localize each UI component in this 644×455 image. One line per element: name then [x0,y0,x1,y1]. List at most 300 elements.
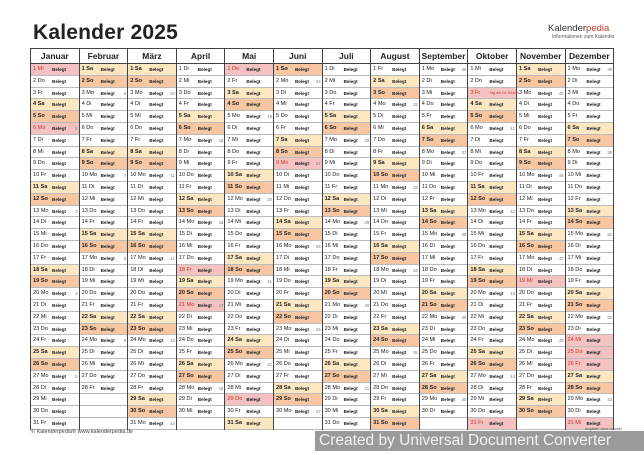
day-cell[interactable] [371,147,419,159]
day-cell[interactable] [177,147,225,159]
day-cell[interactable] [566,394,614,406]
day-cell[interactable] [31,265,79,277]
day-cell[interactable] [31,64,79,76]
day-cell[interactable] [323,394,371,406]
day-cell[interactable] [517,206,565,218]
day-cell[interactable] [274,229,322,241]
day-cell[interactable] [274,394,322,406]
day-cell[interactable] [177,88,225,100]
day-cell[interactable] [225,312,273,324]
day-cell[interactable] [225,182,273,194]
day-cell[interactable] [371,371,419,383]
day-cell[interactable] [225,324,273,336]
day-cell[interactable] [80,347,128,359]
day-cell[interactable] [517,276,565,288]
day-cell[interactable] [323,241,371,253]
day-cell[interactable] [371,324,419,336]
day-cell[interactable] [274,253,322,265]
day-cell[interactable] [323,288,371,300]
day-cell[interactable] [468,418,516,430]
day-cell[interactable] [371,76,419,88]
day-cell[interactable] [80,111,128,123]
day-cell[interactable] [177,135,225,147]
day-cell[interactable] [371,111,419,123]
day-cell[interactable] [371,241,419,253]
day-cell[interactable] [128,394,176,406]
day-cell[interactable] [225,194,273,206]
day-cell[interactable] [420,276,468,288]
day-cell[interactable] [177,371,225,383]
day-cell[interactable] [323,206,371,218]
day-cell[interactable] [80,170,128,182]
day-cell[interactable] [566,371,614,383]
day-cell[interactable] [468,276,516,288]
day-cell[interactable] [323,76,371,88]
day-cell[interactable] [420,135,468,147]
day-cell[interactable] [128,135,176,147]
day-cell[interactable] [128,170,176,182]
day-cell[interactable] [468,383,516,395]
day-cell[interactable] [323,217,371,229]
brand-logo[interactable] [548,23,609,34]
day-cell[interactable] [566,324,614,336]
day-cell[interactable] [371,394,419,406]
day-cell[interactable] [323,253,371,265]
day-cell[interactable] [31,76,79,88]
day-cell[interactable] [468,265,516,277]
day-cell[interactable] [177,76,225,88]
day-cell[interactable] [225,265,273,277]
day-cell[interactable] [517,300,565,312]
day-cell[interactable] [371,383,419,395]
day-cell[interactable] [80,288,128,300]
day-cell[interactable] [177,383,225,395]
day-cell[interactable] [323,229,371,241]
day-cell[interactable] [31,147,79,159]
day-cell[interactable] [274,123,322,135]
day-cell[interactable] [274,206,322,218]
day-cell[interactable] [517,88,565,100]
day-cell[interactable] [225,170,273,182]
day-cell[interactable] [420,312,468,324]
day-cell[interactable] [323,170,371,182]
day-cell[interactable] [517,170,565,182]
day-cell[interactable] [31,394,79,406]
day-cell[interactable] [177,300,225,312]
day-cell[interactable] [177,253,225,265]
day-cell[interactable] [420,147,468,159]
day-cell[interactable] [566,158,614,170]
day-cell[interactable] [274,217,322,229]
day-cell[interactable] [80,312,128,324]
day-cell[interactable] [566,253,614,265]
day-cell[interactable] [225,241,273,253]
day-cell[interactable] [80,383,128,395]
day-cell[interactable] [31,253,79,265]
day-cell[interactable] [371,359,419,371]
day-cell[interactable] [128,265,176,277]
day-cell[interactable] [225,359,273,371]
day-cell[interactable] [371,158,419,170]
day-cell[interactable] [517,229,565,241]
day-cell[interactable] [468,64,516,76]
day-cell[interactable] [128,217,176,229]
day-cell[interactable] [371,123,419,135]
day-cell[interactable] [323,158,371,170]
day-cell[interactable] [566,76,614,88]
day-cell[interactable] [128,111,176,123]
day-cell[interactable] [420,371,468,383]
day-cell[interactable] [323,324,371,336]
day-cell[interactable] [225,229,273,241]
day-cell[interactable] [31,276,79,288]
day-cell[interactable] [371,229,419,241]
day-cell[interactable] [420,158,468,170]
day-cell[interactable] [566,135,614,147]
day-cell[interactable] [371,335,419,347]
day-cell[interactable] [371,194,419,206]
day-cell[interactable] [517,383,565,395]
day-cell[interactable] [566,64,614,76]
day-cell[interactable] [128,383,176,395]
day-cell[interactable] [517,123,565,135]
day-cell[interactable] [468,76,516,88]
day-cell[interactable] [177,359,225,371]
day-cell[interactable] [371,265,419,277]
day-cell[interactable] [80,265,128,277]
day-cell[interactable] [420,288,468,300]
day-cell[interactable] [566,406,614,418]
day-cell[interactable] [274,194,322,206]
day-cell[interactable] [323,418,371,430]
day-cell[interactable] [31,229,79,241]
day-cell[interactable] [177,170,225,182]
day-cell[interactable] [128,324,176,336]
day-cell[interactable] [468,217,516,229]
day-cell[interactable] [468,335,516,347]
day-cell[interactable] [517,76,565,88]
day-cell[interactable] [274,324,322,336]
day-cell[interactable] [371,182,419,194]
day-cell[interactable] [371,206,419,218]
day-cell[interactable] [31,170,79,182]
day-cell[interactable] [566,229,614,241]
day-cell[interactable] [128,206,176,218]
day-cell[interactable] [323,300,371,312]
day-cell[interactable] [371,418,419,430]
day-cell[interactable] [80,158,128,170]
day-cell[interactable] [420,406,468,418]
day-cell[interactable] [80,88,128,100]
day-cell[interactable] [420,76,468,88]
day-cell[interactable] [80,217,128,229]
day-cell[interactable] [225,123,273,135]
day-cell[interactable] [225,288,273,300]
day-cell[interactable] [323,383,371,395]
day-cell[interactable] [517,371,565,383]
day-cell[interactable] [420,359,468,371]
day-cell[interactable] [225,135,273,147]
day-cell[interactable] [177,312,225,324]
day-cell[interactable] [274,147,322,159]
day-cell[interactable] [31,324,79,336]
day-cell[interactable] [225,111,273,123]
day-cell[interactable] [420,253,468,265]
day-cell[interactable] [177,182,225,194]
day-cell[interactable] [420,64,468,76]
day-cell[interactable] [420,335,468,347]
day-cell[interactable] [80,276,128,288]
day-cell[interactable] [566,300,614,312]
day-cell[interactable] [128,347,176,359]
day-cell[interactable] [371,170,419,182]
day-cell[interactable] [420,123,468,135]
day-cell[interactable] [468,111,516,123]
day-cell[interactable] [128,99,176,111]
day-cell[interactable] [177,324,225,336]
day-cell[interactable] [517,335,565,347]
day-cell[interactable] [128,300,176,312]
day-cell[interactable] [323,335,371,347]
day-cell[interactable] [468,347,516,359]
day-cell[interactable] [128,371,176,383]
day-cell[interactable] [225,76,273,88]
day-cell[interactable] [566,288,614,300]
day-cell[interactable] [128,253,176,265]
day-cell[interactable] [468,300,516,312]
day-cell[interactable] [566,99,614,111]
day-cell[interactable] [566,347,614,359]
day-cell[interactable] [177,241,225,253]
day-cell[interactable] [468,371,516,383]
day-cell[interactable] [566,170,614,182]
day-cell[interactable] [225,335,273,347]
day-cell[interactable] [177,335,225,347]
day-cell[interactable] [128,76,176,88]
day-cell[interactable] [274,406,322,418]
day-cell[interactable] [517,394,565,406]
day-cell[interactable] [177,347,225,359]
day-cell[interactable] [468,158,516,170]
day-cell[interactable] [177,394,225,406]
day-cell[interactable] [80,182,128,194]
day-cell[interactable] [468,99,516,111]
day-cell[interactable] [420,88,468,100]
day-cell[interactable] [517,406,565,418]
day-cell[interactable] [566,206,614,218]
day-cell[interactable] [274,347,322,359]
day-cell[interactable] [80,194,128,206]
day-cell[interactable] [80,324,128,336]
day-cell[interactable] [323,111,371,123]
day-cell[interactable] [31,371,79,383]
day-cell[interactable] [566,335,614,347]
day-cell[interactable] [517,288,565,300]
day-cell[interactable] [468,312,516,324]
day-cell[interactable] [274,170,322,182]
day-cell[interactable] [468,288,516,300]
day-cell[interactable] [468,123,516,135]
day-cell[interactable] [371,276,419,288]
day-cell[interactable] [517,158,565,170]
day-cell[interactable] [420,206,468,218]
day-cell[interactable] [420,324,468,336]
day-cell[interactable] [80,241,128,253]
day-cell[interactable] [274,158,322,170]
day-cell[interactable] [225,371,273,383]
day-cell[interactable] [31,99,79,111]
day-cell[interactable] [323,123,371,135]
day-cell[interactable] [468,194,516,206]
day-cell[interactable] [128,276,176,288]
day-cell[interactable] [31,111,79,123]
day-cell[interactable] [80,359,128,371]
day-cell[interactable] [517,324,565,336]
day-cell[interactable] [420,241,468,253]
day-cell[interactable] [274,64,322,76]
day-cell[interactable] [128,418,176,430]
day-cell[interactable] [128,288,176,300]
day-cell[interactable] [80,229,128,241]
day-cell[interactable] [31,383,79,395]
day-cell[interactable] [274,359,322,371]
day-cell[interactable] [128,312,176,324]
day-cell[interactable] [177,229,225,241]
day-cell[interactable] [80,135,128,147]
day-cell[interactable] [274,371,322,383]
day-cell[interactable] [566,88,614,100]
day-cell[interactable] [177,217,225,229]
day-cell[interactable] [371,406,419,418]
day-cell[interactable] [80,123,128,135]
day-cell[interactable] [31,335,79,347]
day-cell[interactable] [468,182,516,194]
day-cell[interactable] [566,276,614,288]
day-cell[interactable] [225,217,273,229]
day-cell[interactable] [31,123,79,135]
day-cell[interactable] [323,99,371,111]
day-cell[interactable] [177,276,225,288]
day-cell[interactable] [323,406,371,418]
day-cell[interactable] [80,300,128,312]
day-cell[interactable] [225,406,273,418]
day-cell[interactable] [31,406,79,418]
day-cell[interactable] [517,111,565,123]
day-cell[interactable] [177,111,225,123]
day-cell[interactable] [566,265,614,277]
day-cell[interactable] [80,76,128,88]
day-cell[interactable] [274,76,322,88]
day-cell[interactable] [225,99,273,111]
day-cell[interactable] [225,394,273,406]
day-cell[interactable] [225,418,273,430]
day-cell[interactable] [517,99,565,111]
day-cell[interactable] [31,88,79,100]
day-cell[interactable] [517,135,565,147]
day-cell[interactable] [31,194,79,206]
day-cell[interactable] [225,276,273,288]
day-cell[interactable] [468,147,516,159]
day-cell[interactable] [323,64,371,76]
day-cell[interactable] [468,135,516,147]
day-cell[interactable] [566,123,614,135]
day-cell[interactable] [177,64,225,76]
day-cell[interactable] [517,359,565,371]
day-cell[interactable] [128,123,176,135]
day-cell[interactable] [468,88,519,100]
day-cell[interactable] [128,147,176,159]
day-cell[interactable] [371,88,419,100]
day-cell[interactable] [323,276,371,288]
day-cell[interactable] [517,64,565,76]
day-cell[interactable] [420,265,468,277]
day-cell[interactable] [371,64,419,76]
day-cell[interactable] [225,253,273,265]
day-cell[interactable] [468,229,516,241]
day-cell[interactable] [517,182,565,194]
day-cell[interactable] [371,288,419,300]
day-cell[interactable] [468,253,516,265]
day-cell[interactable] [128,88,176,100]
day-cell[interactable] [420,182,468,194]
day-cell[interactable] [225,300,273,312]
day-cell[interactable] [323,371,371,383]
day-cell[interactable] [31,158,79,170]
day-cell[interactable] [128,158,176,170]
day-cell[interactable] [177,288,225,300]
day-cell[interactable] [177,206,225,218]
day-cell[interactable] [420,194,468,206]
day-cell[interactable] [177,99,225,111]
day-cell[interactable] [420,229,468,241]
day-cell[interactable] [274,241,322,253]
day-cell[interactable] [468,324,516,336]
day-cell[interactable] [274,276,322,288]
day-cell[interactable] [80,253,128,265]
day-cell[interactable] [80,206,128,218]
day-cell[interactable] [517,312,565,324]
day-cell[interactable] [468,170,516,182]
day-cell[interactable] [420,99,468,111]
day-cell[interactable] [517,241,565,253]
day-cell[interactable] [420,300,468,312]
day-cell[interactable] [517,347,565,359]
day-cell[interactable] [80,335,128,347]
day-cell[interactable] [274,182,322,194]
day-cell[interactable] [323,88,371,100]
day-cell[interactable] [420,347,468,359]
day-cell[interactable] [323,147,371,159]
day-cell[interactable] [371,135,419,147]
day-cell[interactable] [225,64,273,76]
day-cell[interactable] [517,194,565,206]
day-cell[interactable] [323,312,371,324]
day-cell[interactable] [225,206,273,218]
day-cell[interactable] [177,406,225,418]
day-cell[interactable] [371,347,419,359]
day-cell[interactable] [128,64,176,76]
day-cell[interactable] [566,194,614,206]
day-cell[interactable] [371,312,419,324]
day-cell[interactable] [128,229,176,241]
day-cell[interactable] [274,111,322,123]
day-cell[interactable] [177,194,225,206]
day-cell[interactable] [517,265,565,277]
day-cell[interactable] [371,253,419,265]
day-cell[interactable] [274,300,322,312]
day-cell[interactable] [31,418,79,430]
day-cell[interactable] [566,383,614,395]
